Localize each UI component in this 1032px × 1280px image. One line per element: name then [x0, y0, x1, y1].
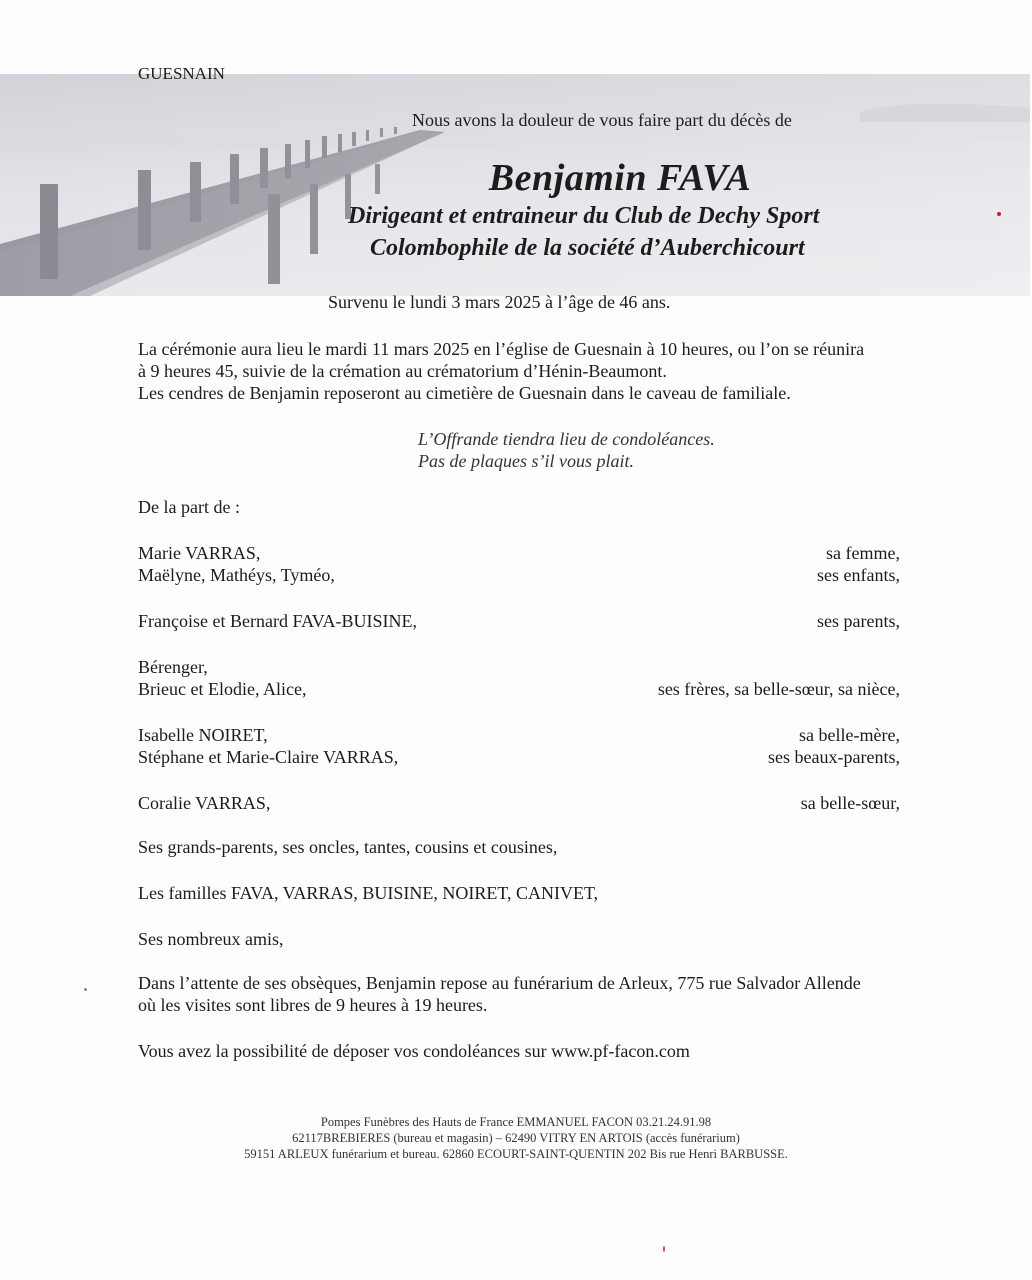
family-name-line: Stéphane et Marie-Claire VARRAS,: [138, 747, 399, 767]
family-name-line: Isabelle NOIRET,: [138, 725, 268, 745]
footer-line: Pompes Funèbres des Hauts de France EMMANUEL FACON 03.21.24.91.98: [320, 1115, 712, 1129]
scan-speck: [663, 1246, 665, 1252]
funerarium-line: où les visites sont libres de 9 heures à 19 heures.: [138, 995, 488, 1015]
relation-line: ses parents,: [817, 611, 900, 631]
town-name: GUESNAIN: [138, 64, 225, 83]
footer-line: 62117BREBIERES (bureau et magasin) – 62490 VITRY EN ARTOIS (accès funérarium): [292, 1131, 740, 1145]
spacer: [138, 586, 417, 610]
relation-line: sa femme,: [826, 543, 900, 563]
funeral-home-footer: [0, 1114, 1032, 1162]
from-label: De la part de :: [138, 497, 240, 517]
spacer: [138, 700, 417, 724]
spacer: [658, 586, 900, 610]
scan-speck: [84, 988, 87, 991]
family-name-line: Françoise et Bernard FAVA-BUISINE,: [138, 611, 417, 631]
relation-line: sa belle-sœur,: [800, 793, 900, 813]
role-line-1: Dirigeant et entraineur du Club de Dechy Sport: [348, 203, 820, 229]
relation-line: ses enfants,: [817, 565, 900, 585]
relation-line: ses beaux-parents,: [768, 747, 900, 767]
ceremony-line: Les cendres de Benjamin reposeront au cimetière de Guesnain dans le caveau de familiale.: [138, 383, 791, 403]
deceased-name: Benjamin FAVA: [488, 157, 752, 199]
relatives-line: Ses nombreux amis,: [138, 929, 284, 949]
family-names-column: [138, 542, 417, 814]
family-name-line: Maëlyne, Mathéys, Tyméo,: [138, 565, 335, 585]
family-relations-column: [658, 542, 900, 814]
relatives-line: Ses grands-parents, ses oncles, tantes, cousins et cousines,: [138, 837, 558, 857]
family-name-line: Bérenger,: [138, 657, 208, 677]
funerarium-line: Dans l’attente de ses obsèques, Benjamin repose au funérarium de Arleux, 775 rue Salvador Allende: [138, 973, 861, 993]
ceremony-paragraph: [138, 338, 864, 404]
spacer: [658, 656, 900, 678]
funerarium-paragraph: [138, 972, 861, 1016]
ceremony-line: à 9 heures 45, suivie de la crémation au crématorium d’Hénin-Beaumont.: [138, 361, 667, 381]
death-notice: Survenu le lundi 3 mars 2025 à l’âge de 46 ans.: [328, 292, 671, 312]
family-name-line: Marie VARRAS,: [138, 543, 261, 563]
intro-line: Nous avons la douleur de vous faire part du décès de: [412, 110, 792, 130]
scan-speck: [997, 212, 1001, 216]
condolences-website: Vous avez la possibilité de déposer vos condoléances sur www.pf-facon.com: [138, 1041, 690, 1061]
family-name-line: Coralie VARRAS,: [138, 793, 271, 813]
offrande-line: Pas de plaques s’il vous plait.: [418, 451, 634, 471]
offrande-notice: [418, 428, 715, 472]
spacer: [138, 904, 598, 928]
spacer: [138, 632, 417, 656]
spacer: [658, 632, 900, 656]
offrande-line: L’Offrande tiendra lieu de condoléances.: [418, 429, 715, 449]
spacer: [138, 768, 417, 792]
role-line-2: Colombophile de la société d’Auberchicourt: [370, 235, 805, 261]
relation-line: ses frères, sa belle-sœur, sa nièce,: [657, 679, 900, 699]
ceremony-line: La cérémonie aura lieu le mardi 11 mars 2025 en l’église de Guesnain à 10 heures, ou l’on se réunira: [138, 339, 865, 359]
footer-line: 59151 ARLEUX funérarium et bureau. 62860 ECOURT-SAINT-QUENTIN 202 Bis rue Henri BARBUSSE.: [244, 1147, 788, 1161]
relation-line: sa belle-mère,: [799, 725, 900, 745]
spacer: [658, 700, 900, 724]
spacer: [658, 768, 900, 792]
relatives-line: Les familles FAVA, VARRAS, BUISINE, NOIRET, CANIVET,: [138, 883, 599, 903]
other-relatives: [138, 836, 598, 950]
family-name-line: Brieuc et Elodie, Alice,: [138, 679, 307, 699]
spacer: [138, 858, 598, 882]
